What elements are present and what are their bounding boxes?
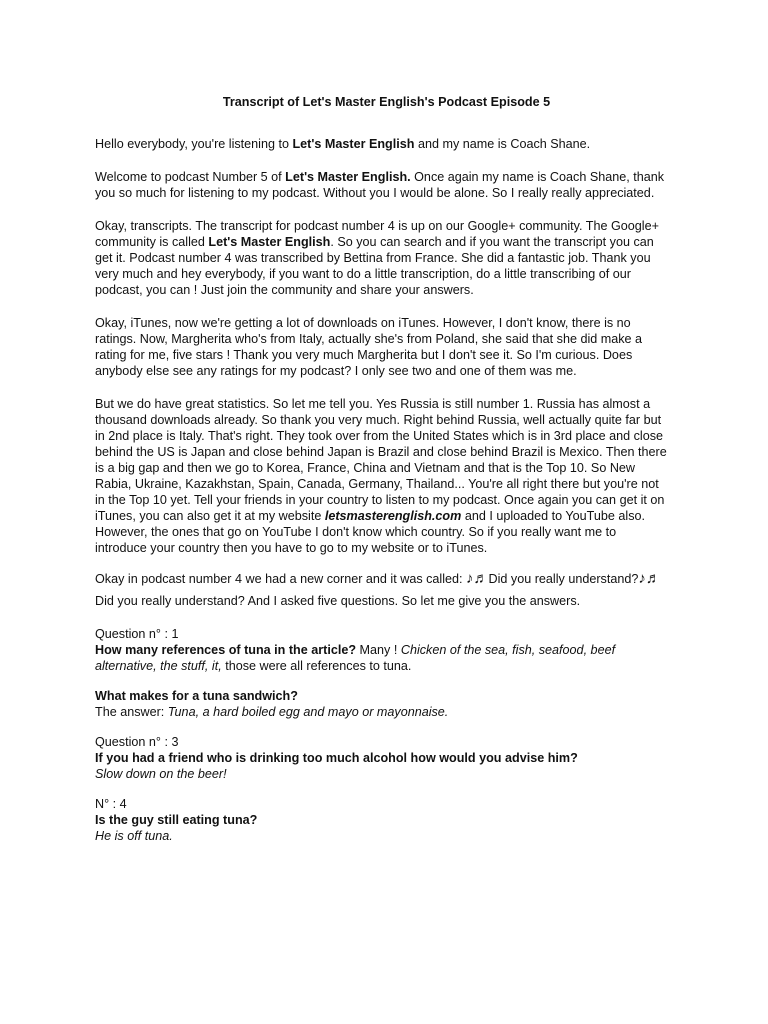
text-run: Okay, transcripts. The transcript for podcast number 4 is up on our Google+ community. The Google+ community is called: [95, 219, 659, 249]
answer-italic: Tuna, a hard boiled egg and mayo or mayonnaise.: [167, 705, 449, 719]
paragraph-statistics: [95, 396, 668, 556]
music-note-icon: ♪♬: [466, 570, 489, 587]
text-run: and my name is Coach Shane.: [414, 137, 591, 151]
text-run: Okay in podcast number 4 we had a new corner and it was called:: [95, 572, 467, 586]
podcast-name: Let's Master English: [292, 137, 415, 151]
podcast-name: Let's Master English.: [285, 170, 411, 184]
question-label: Question n° : 1: [95, 627, 179, 641]
text-run: Welcome to podcast Number 5 of: [95, 170, 286, 184]
community-name: Let's Master English: [208, 235, 331, 249]
music-note-icon: ♪♬: [638, 570, 661, 587]
answer-italic: He is off tuna.: [95, 829, 173, 843]
question-block-1: [95, 626, 668, 674]
question-label: Question n° : 3: [95, 735, 179, 749]
question-text: [95, 812, 668, 828]
question-text: If you had a friend who is drinking too much alcohol how would you advise him?: [95, 751, 578, 765]
question-block-4: [95, 796, 668, 844]
question-answer: [95, 766, 668, 782]
question-block-2: [95, 688, 668, 720]
document-title: Transcript of Let's Master English's Podcast Episode 5: [222, 95, 551, 109]
question-text: Is the guy still eating tuna?: [95, 813, 258, 827]
answer-text: those were all references to tuna.: [221, 659, 412, 673]
paragraph-corner: [95, 568, 668, 612]
paragraph-greeting: [95, 136, 668, 152]
text-run: But we do have great statistics. So let me tell you. Yes Russia is still number 1. Russia has almost a thousand downloads already. So thank you very much. Right behind Russia, well actually quite far but in 2nd place is Italy. That's right. They took over from the United States which is in 3rd place and close behind the US is Japan and close behind Japan is Brazil and close behind Brazil is Mexico. Then there is a big gap and then we go to Korea, France, China and Vietnam and that is the Top 10. So New Rabia, Ukraine, Kazakhstan, Spain, Canada, Germany, Thailand... You're all right there but you're not in the Top 10 yet. Tell your friends in your country to listen to my podcast. Once again you can get it on iTunes, you can also get it at my website: [95, 397, 667, 523]
answer-text: Many !: [356, 643, 401, 657]
paragraph-transcripts: [95, 218, 668, 298]
text-run: Did you really understand?: [488, 572, 639, 586]
answer-text: The answer:: [95, 705, 168, 719]
text-run: and I uploaded to YouTube also. However, the ones that go on YouTube I don't know which country. So if you really want me to introduce your country then you have to go to my website or to iTunes.: [95, 509, 646, 555]
text-run: Did you really understand? And I asked five questions. So let me give you the answers.: [95, 594, 581, 608]
question-text: What makes for a tuna sandwich?: [95, 689, 298, 703]
text-run: Once again my name is Coach Shane, thank you so much for listening to my podcast. Without you I would be alone. So I really really appreciated.: [95, 170, 665, 200]
question-text: [95, 750, 668, 766]
question-label: N° : 4: [95, 797, 127, 811]
question-text: How many references of tuna in the article?: [95, 643, 357, 657]
paragraph-itunes: Okay, iTunes, now we're getting a lot of downloads on iTunes. However, I don't know, there is no ratings. Now, Margherita who's from Italy, actually she's from Poland, she said that she did make a rating for me, five stars ! Thank you very much Margherita but I don't see it. So I'm curious. Does anybody else see any ratings for my podcast? I only see two and one of them was me.: [95, 316, 643, 378]
text-run: . So you can search and if you want the transcript you can get it. Podcast number 4 was transcribed by Bettina from France. She did a fantastic job. Thank you very much and hey everybody, if you want to do a little transcription, do a little transcribing of our podcast, you can ! Just join the community and share your answers.: [95, 235, 654, 297]
question-text: [95, 688, 668, 704]
question-block-3: [95, 734, 668, 782]
answer-italic: Slow down on the beer!: [95, 767, 227, 781]
website-link[interactable]: letsmasterenglish.com: [324, 509, 462, 523]
question-answer: [95, 704, 668, 720]
paragraph-welcome: [95, 169, 668, 201]
text-run: Hello everybody, you're listening to: [95, 137, 293, 151]
question-answer: [95, 828, 668, 844]
answer-italic: Chicken of the sea, fish, seafood, beef alternative, the stuff, it,: [95, 643, 616, 673]
question-answer: [95, 642, 668, 674]
